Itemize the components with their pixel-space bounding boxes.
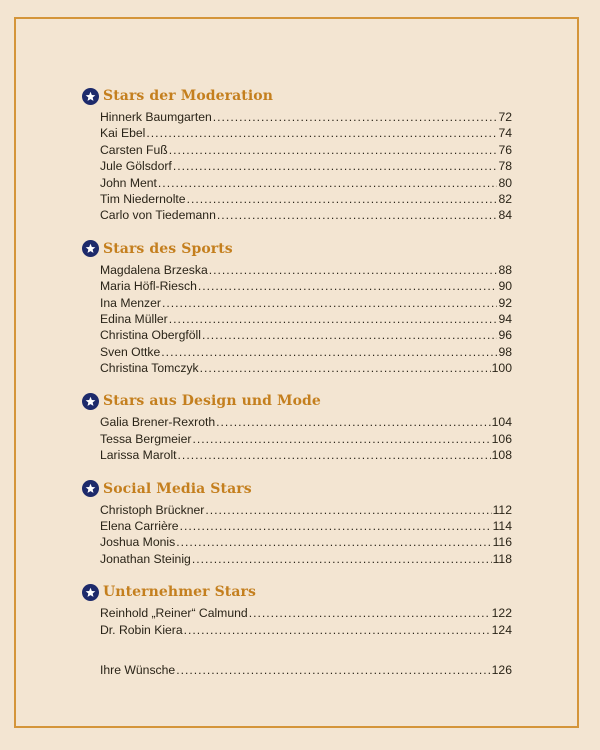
- star-icon: [82, 393, 99, 410]
- toc-entry[interactable]: [100, 328, 512, 344]
- section-title: Social Media Stars: [103, 480, 252, 497]
- toc-section: [82, 86, 512, 225]
- toc-entry-page: 92: [498, 295, 512, 310]
- toc-entry-page: 90: [498, 279, 512, 294]
- toc-entry-name: Jonathan Steinig: [100, 551, 191, 566]
- toc-entry-name: Tim Niedernolte: [100, 191, 186, 206]
- section-header: [82, 479, 512, 499]
- leader-dots: [169, 143, 498, 157]
- leader-dots: [176, 663, 490, 677]
- leader-dots: [158, 176, 498, 190]
- toc-entry-name: Joshua Monis: [100, 535, 176, 550]
- toc-entry-page: 116: [492, 535, 512, 550]
- toc-entry-page: 80: [498, 175, 512, 190]
- toc-entry[interactable]: [100, 448, 512, 464]
- star-icon: [82, 480, 99, 497]
- toc-entry-page: 94: [498, 311, 512, 326]
- section-header: [82, 582, 512, 602]
- leader-dots: [192, 552, 492, 566]
- toc-entry[interactable]: [100, 432, 512, 448]
- toc-entry[interactable]: [100, 345, 512, 361]
- toc-entry[interactable]: [100, 159, 512, 175]
- toc-entry-page: 108: [491, 448, 512, 463]
- toc-entry-name: Tessa Bergmeier: [100, 431, 192, 446]
- toc-entry-name: Reinhold „Reiner“ Calmund: [100, 606, 248, 621]
- toc-entry[interactable]: [100, 110, 512, 126]
- leader-dots: [173, 159, 498, 173]
- toc-entry-name: Sven Ottke: [100, 344, 161, 359]
- toc-entry-page: 82: [498, 191, 512, 206]
- toc-entry-page: 78: [498, 159, 512, 174]
- toc-entry[interactable]: [100, 143, 512, 159]
- toc-entry[interactable]: [100, 361, 512, 377]
- toc-section: [82, 391, 512, 464]
- toc-entry[interactable]: [100, 176, 512, 192]
- section-header: [82, 86, 512, 106]
- toc-entry-name: Christina Obergföll: [100, 328, 201, 343]
- toc-entry-name: Carlo von Tiedemann: [100, 208, 216, 223]
- leader-dots: [161, 345, 497, 359]
- toc-entry-page: 124: [491, 622, 512, 637]
- toc-entry[interactable]: [100, 192, 512, 208]
- toc-entry-page: 122: [491, 606, 512, 621]
- leader-dots: [176, 535, 491, 549]
- section-header: [82, 239, 512, 259]
- toc-entry-name: Carsten Fuß: [100, 142, 168, 157]
- leader-dots: [216, 415, 491, 429]
- leader-dots: [180, 519, 492, 533]
- toc-section: [82, 239, 512, 378]
- toc-entry-page: 100: [491, 361, 512, 376]
- toc-entry-name: Kai Ebel: [100, 126, 146, 141]
- toc-entry[interactable]: [100, 279, 512, 295]
- toc-entry-page: 112: [492, 502, 512, 517]
- toc-entry[interactable]: [100, 296, 512, 312]
- toc-section: [82, 479, 512, 569]
- toc-entry-name: John Ment: [100, 175, 157, 190]
- toc-entry-name: Jule Gölsdorf: [100, 159, 172, 174]
- toc-entry-name: Edina Müller: [100, 311, 168, 326]
- toc-entry[interactable]: [100, 263, 512, 279]
- toc-entry-name: Ina Menzer: [100, 295, 161, 310]
- leader-dots: [192, 432, 490, 446]
- toc-entry[interactable]: [100, 503, 512, 519]
- toc-entry[interactable]: [100, 606, 512, 622]
- toc-entry-page: 96: [498, 328, 512, 343]
- toc-entry-page: 126: [491, 662, 512, 677]
- leader-dots: [202, 328, 498, 342]
- leader-dots: [178, 448, 491, 462]
- toc-entry-name: Galia Brener-Rexroth: [100, 415, 216, 430]
- toc-entry[interactable]: [100, 552, 512, 568]
- leader-dots: [217, 208, 498, 222]
- leader-dots: [162, 296, 497, 310]
- toc-entry-page: 104: [491, 415, 512, 430]
- star-icon: [82, 240, 99, 257]
- toc-entry[interactable]: [100, 519, 512, 535]
- toc-entry[interactable]: [100, 126, 512, 142]
- section-header: [82, 391, 512, 411]
- leader-dots: [200, 361, 491, 375]
- toc-entry[interactable]: [100, 312, 512, 328]
- leader-dots: [187, 192, 498, 206]
- toc-entry-name: Christoph Brückner: [100, 502, 205, 517]
- star-icon: [82, 584, 99, 601]
- section-title: Stars aus Design und Mode: [103, 393, 321, 410]
- toc-entry[interactable]: [100, 208, 512, 224]
- toc-entry-page: 118: [492, 551, 512, 566]
- leader-dots: [184, 623, 491, 637]
- toc-entry-page: 114: [492, 519, 512, 534]
- toc-entry-page: 98: [498, 344, 512, 359]
- table-of-contents: [82, 86, 512, 679]
- toc-entry-page: 72: [498, 110, 512, 124]
- toc-entry-name: Elena Carrière: [100, 519, 179, 534]
- toc-entry-page: 76: [498, 142, 512, 157]
- star-icon: [82, 88, 99, 105]
- toc-entry-name: Larissa Marolt: [100, 448, 177, 463]
- toc-entry[interactable]: [100, 415, 512, 431]
- toc-section: [82, 582, 512, 639]
- leader-dots: [213, 110, 498, 124]
- toc-entry-page: 84: [498, 208, 512, 223]
- toc-entry[interactable]: [100, 535, 512, 551]
- toc-entry-name: Dr. Robin Kiera: [100, 622, 183, 637]
- toc-entry-page: 74: [498, 126, 512, 141]
- section-title: Stars der Moderation: [103, 88, 274, 104]
- leader-dots: [249, 606, 491, 620]
- toc-entry-name: Maria Höfl-Riesch: [100, 279, 197, 294]
- toc-entry-name: Hinnerk Baumgarten: [100, 110, 212, 124]
- leader-dots: [146, 126, 497, 140]
- toc-entry-name: Ihre Wünsche: [100, 662, 176, 677]
- leader-dots: [205, 503, 491, 517]
- toc-entry-page: 88: [498, 262, 512, 277]
- leader-dots: [198, 279, 498, 293]
- section-title: Stars des Sports: [103, 240, 233, 257]
- toc-entry-name: Christina Tomczyk: [100, 361, 199, 376]
- leader-dots: [209, 263, 498, 277]
- toc-entry-extra[interactable]: [100, 663, 512, 679]
- leader-dots: [169, 312, 498, 326]
- section-title: Unternehmer Stars: [103, 584, 256, 601]
- toc-entry-page: 106: [491, 431, 512, 446]
- toc-entry-name: Magdalena Brzeska: [100, 262, 208, 277]
- toc-entry[interactable]: [100, 623, 512, 639]
